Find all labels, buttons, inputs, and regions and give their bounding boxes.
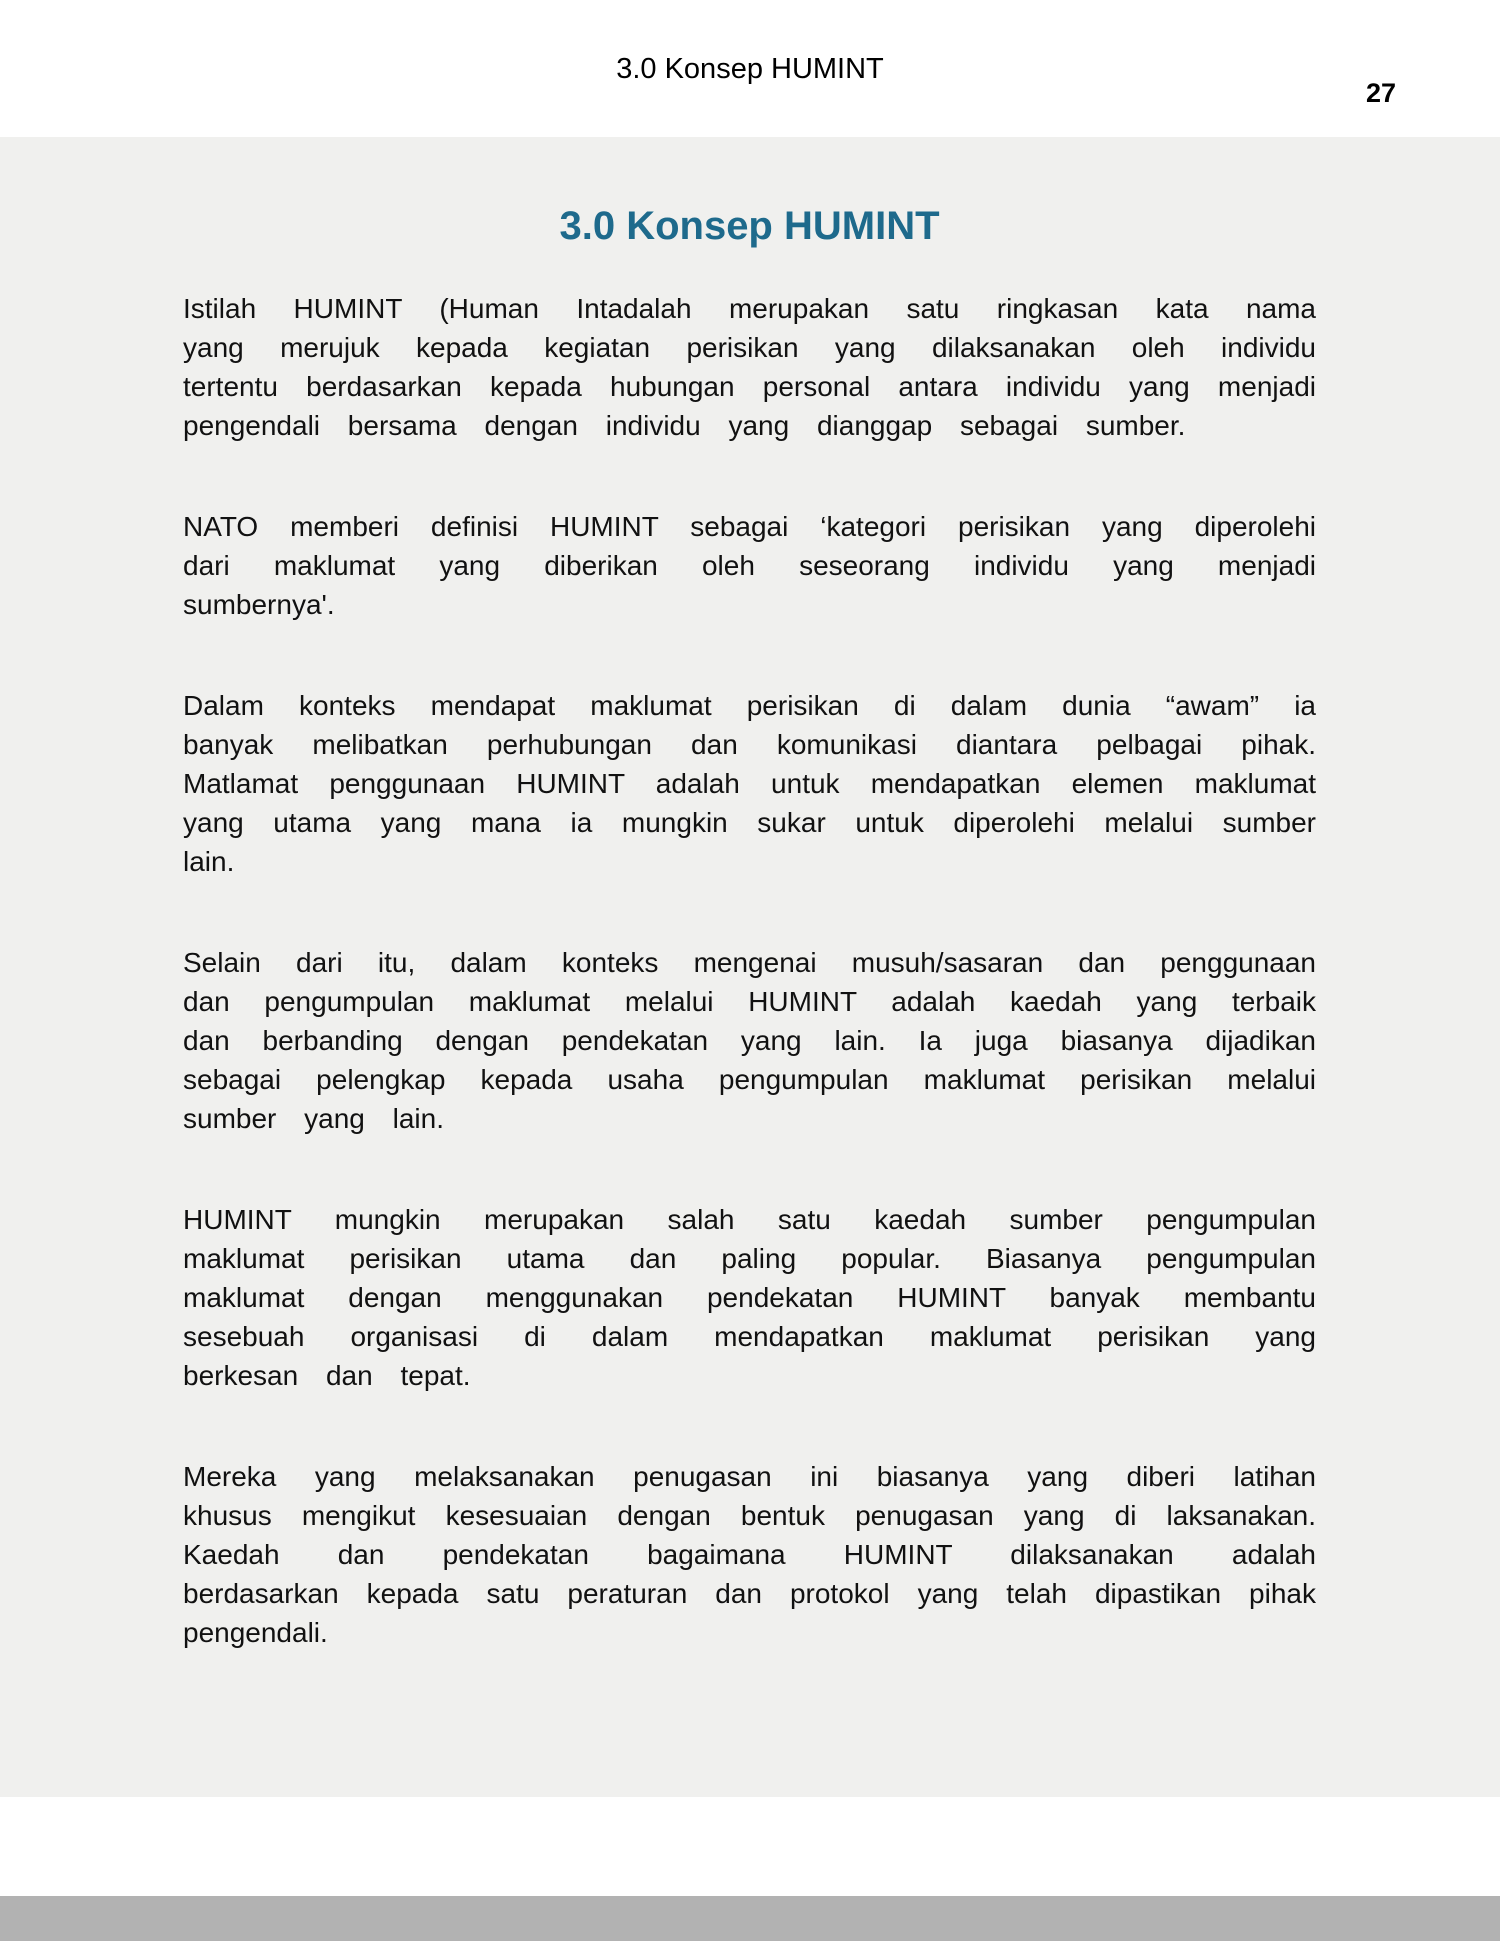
page-number: 27 (1365, 78, 1396, 108)
paragraph: Istilah HUMINT (Human Intadalah merupakan satu ringkasan kata nama yang merujuk kepada kegiatan perisikan yang dilaksanakan oleh individu tertentu berdasarkan kepada hubungan personal antara individu yang menjadi pengendali bersama dengan individu yang dianggap sebagai sumber. (183, 293, 1316, 441)
running-header-title: 3.0 Konsep HUMINT (616, 53, 884, 85)
paragraph: Mereka yang melaksanakan penugasan ini biasanya yang diberi latihan khusus mengikut kesesuaian dengan bentuk penugasan yang di laksanakan. Kaedah dan pendekatan bagaimana HUMINT dilaksanakan adalah berdasarkan kepada satu peraturan dan protokol yang telah dipastikan pihak pengendali. (183, 1461, 1316, 1648)
footer-bar (0, 1896, 1500, 1941)
section-title: 3.0 Konsep HUMINT (559, 204, 940, 248)
paragraph: HUMINT mungkin merupakan salah satu kaedah sumber pengumpulan maklumat perisikan utama dan paling popular. Biasanya pengumpulan maklumat dengan menggunakan pendekatan HUMINT banyak membantu sesebuah organisasi di dalam mendapatkan maklumat perisikan yang berkesan dan tepat. (183, 1204, 1316, 1391)
paragraph: Dalam konteks mendapat maklumat perisikan di dalam dunia “awam” ia banyak melibatkan perhubungan dan komunikasi diantara pelbagai pihak. Matlamat penggunaan HUMINT adalah untuk mendapatkan elemen maklumat yang utama yang mana ia mungkin sukar untuk diperolehi melalui sumber lain. (183, 690, 1316, 877)
content-area (0, 137, 1500, 1797)
paragraph: NATO memberi definisi HUMINT sebagai ‘kategori perisikan yang diperolehi dari maklumat yang diberikan oleh seseorang individu yang menjadi sumbernya'. (183, 511, 1316, 620)
paragraph: Selain dari itu, dalam konteks mengenai musuh/sasaran dan penggunaan dan pengumpulan maklumat melalui HUMINT adalah kaedah yang terbaik dan berbanding dengan pendekatan yang lain. Ia juga biasanya dijadikan sebagai pelengkap kepada usaha pengumpulan maklumat perisikan melalui sumber yang lain. (183, 947, 1316, 1134)
